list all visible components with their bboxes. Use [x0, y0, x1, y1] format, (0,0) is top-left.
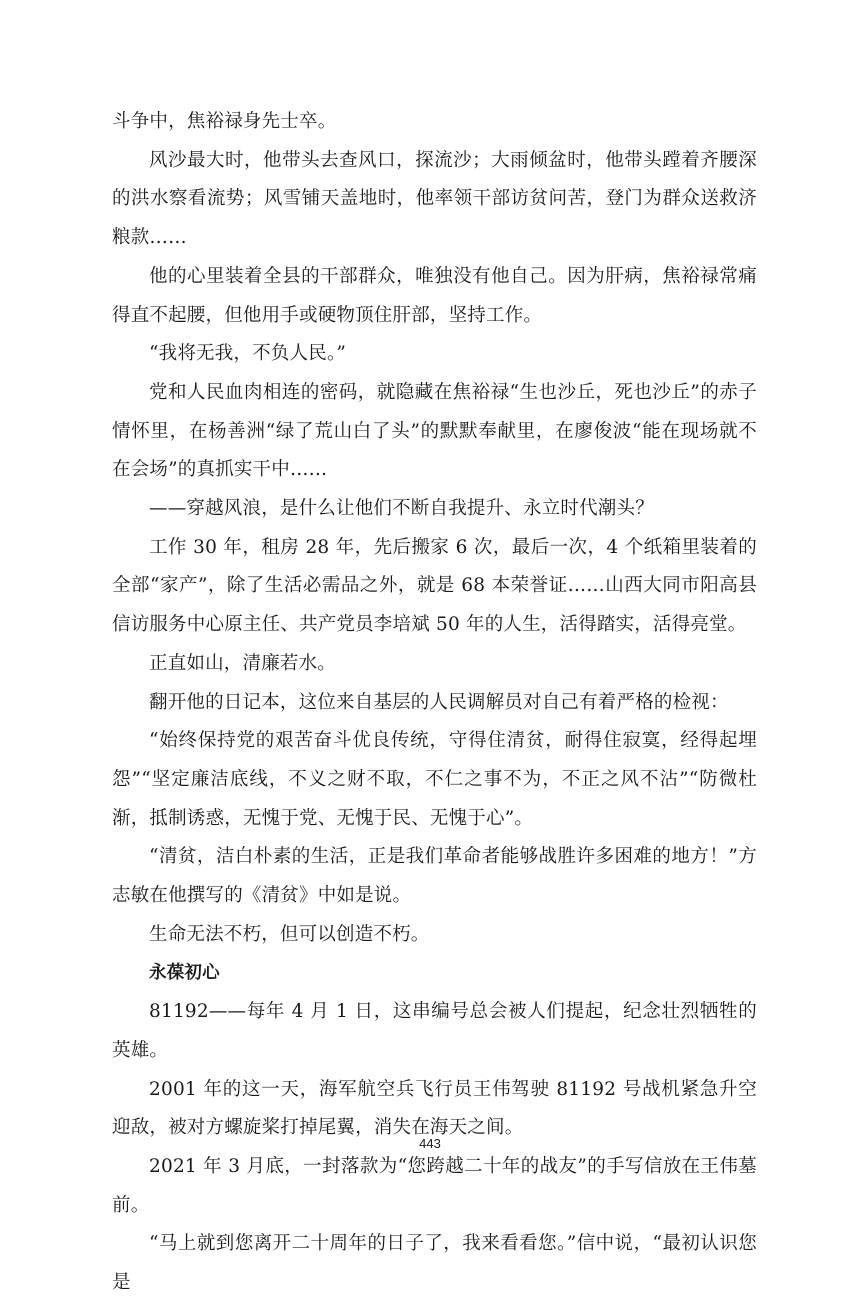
paragraph: 工作 30 年，租房 28 年，先后搬家 6 次，最后一次，4 个纸箱里装着的全部“家产”，除了生活必需品之外，就是 68 本荣誉证……山西大同市阳高县信访服务中心原主任、共产党员李培斌 50 年的人生，活得踏实，活得亮堂。 [112, 536, 757, 636]
page-number: 443 [419, 1136, 441, 1151]
paragraph: 生命无法不朽，但可以创造不朽。 [149, 923, 430, 945]
paragraph: ——穿越风浪，是什么让他们不断自我提升、永立时代潮头？ [149, 498, 654, 520]
paragraph: 他的心里装着全县的干部群众，唯独没有他自己。因为肝病，焦裕禄常痛得直不起腰，但他用手或硬物顶住肝部，坚持工作。 [112, 265, 757, 326]
quote-paragraph: “始终保持党的艰苦奋斗优良传统，守得住清贫，耐得住寂寞，经得起埋怨”“坚定廉洁底线，不义之财不取，不仁之事不为，不正之风不沾”“防微杜渐，抵制诱惑，无愧于党、无愧于民、无愧于心”。 [112, 730, 757, 829]
paragraph: 翻开他的日记本，这位来自基层的人民调解员对自己有着严格的检视： [149, 691, 729, 713]
section-heading: 永葆初心 [149, 963, 220, 984]
quote-paragraph: “我将无我，不负人民。” [149, 343, 347, 365]
paragraph: 正直如山，清廉若水。 [149, 652, 337, 674]
quote-paragraph: “清贫，洁白朴素的生活，正是我们革命者能够战胜许多困难的地方！”方志敏在他撰写的《清贫》中如是说。 [112, 846, 757, 907]
paragraph: 81192——每年 4 月 1 日，这串编号总会被人们提起，纪念壮烈牺牲的英雄。 [112, 1001, 757, 1061]
paragraph: 风沙最大时，他带头去查风口，探流沙；大雨倾盆时，他带头蹚着齐腰深的洪水察看流势；风雪铺天盖地时，他率领干部访贫问苦，登门为群众送救济粮款…… [112, 149, 757, 249]
quote-paragraph: “马上就到您离开二十周年的日子了，我来看看您。”信中说，“最初认识您是 [112, 1233, 757, 1294]
page-body [112, 103, 757, 1303]
paragraph: 2001 年的这一天，海军航空兵飞行员王伟驾驶 81192 号战机紧急升空迎敌，被对方螺旋桨打掉尾翼，消失在海天之间。 [112, 1078, 757, 1139]
paragraph: 2021 年 3 月底，一封落款为“您跨越二十年的战友”的手写信放在王伟墓前。 [112, 1155, 757, 1216]
paragraph: 党和人民血肉相连的密码，就隐藏在焦裕禄“生也沙丘，死也沙丘”的赤子情怀里，在杨善洲“绿了荒山白了头”的默默奉献里，在廖俊波“能在现场就不在会场”的真抓实干中…… [112, 381, 757, 481]
paragraph: 斗争中，焦裕禄身先士卒。 [112, 111, 337, 132]
